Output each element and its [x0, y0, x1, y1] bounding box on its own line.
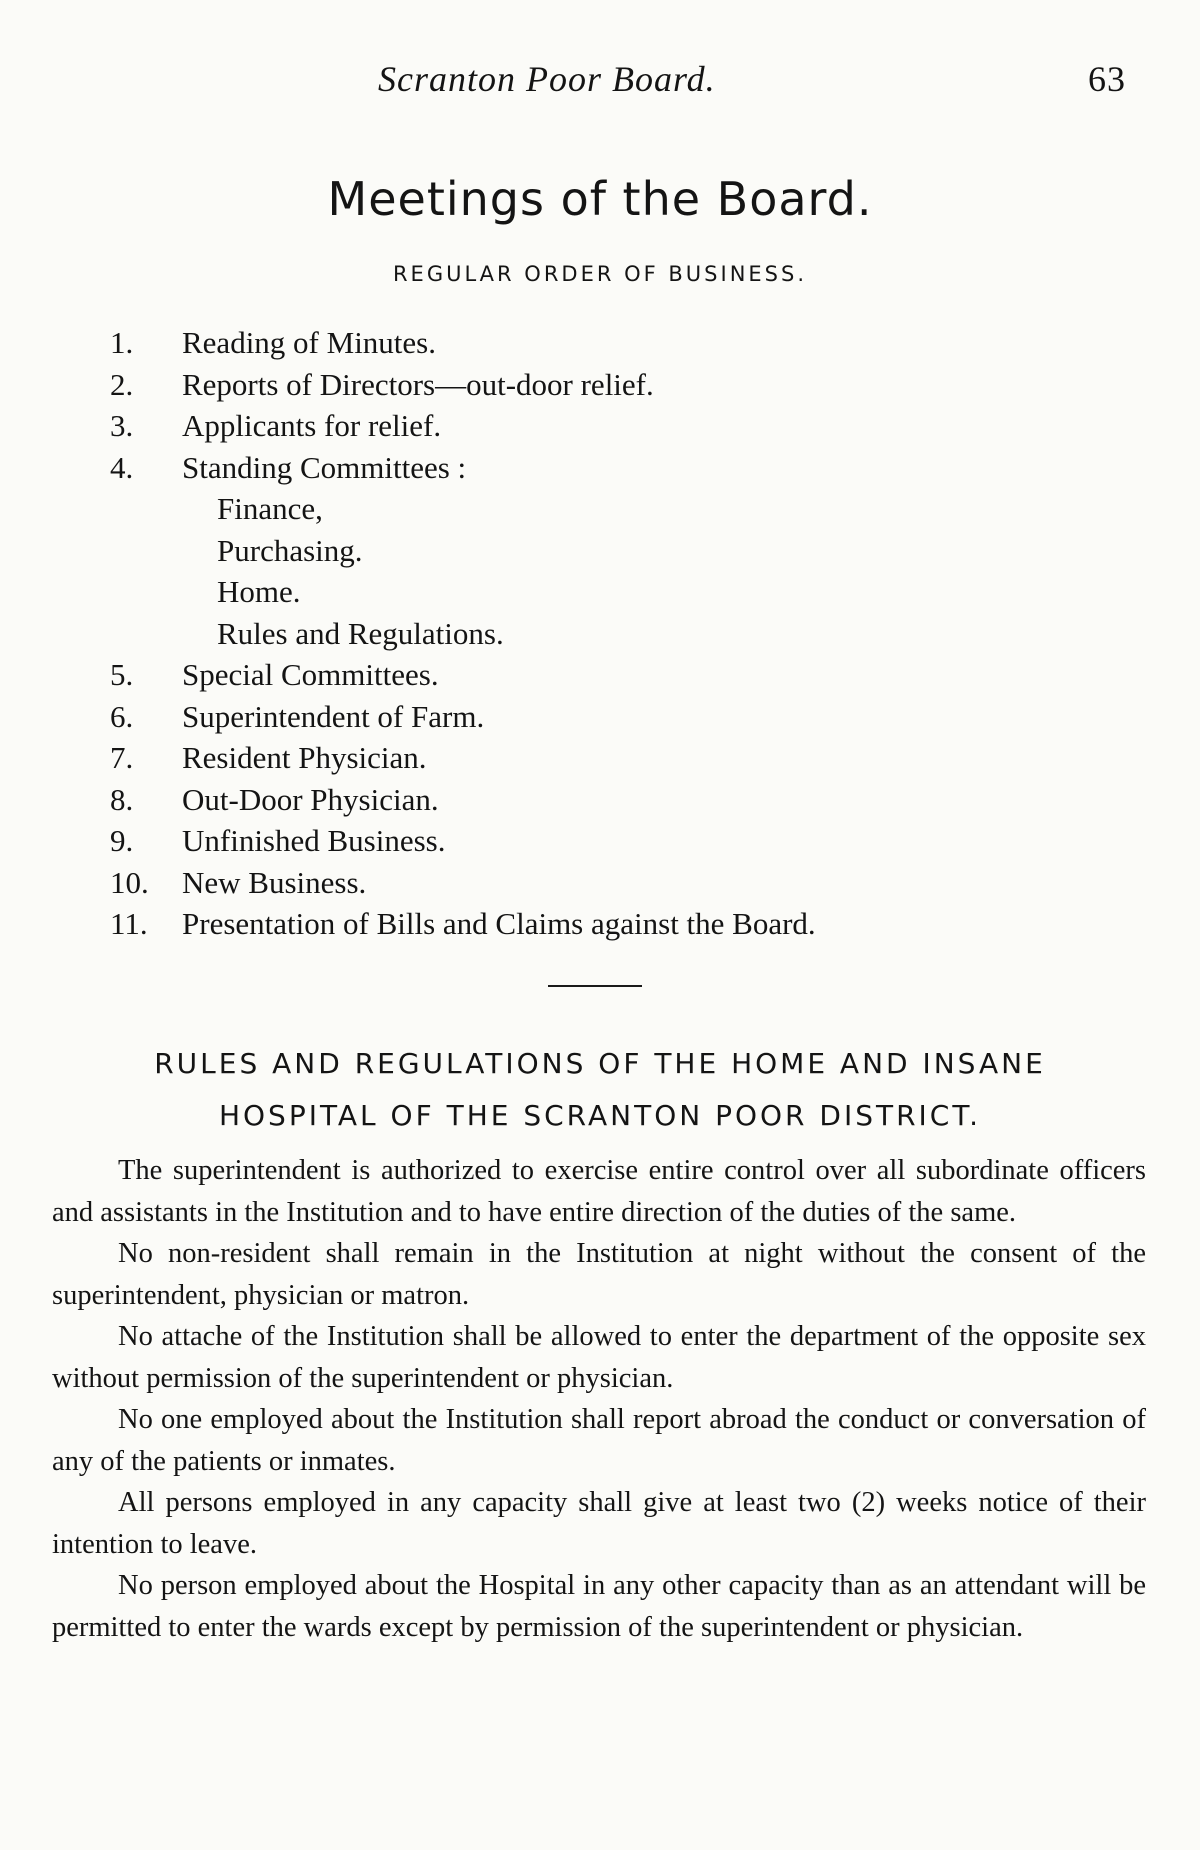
rules-heading-line: HOSPITAL OF THE SCRANTON POOR DISTRICT. [218, 1099, 982, 1132]
rule-paragraph: All persons employed in any capacity shall give at least two (2) weeks notice of their intention to leave. [52, 1487, 1146, 1560]
item-text: Special Committees. [182, 657, 439, 692]
item-text: Out-Door Physician. [182, 781, 439, 817]
rule-paragraph: No one employed about the Institution shall report abroad the conduct or conversation of any of the patients or inmates. [52, 1404, 1146, 1477]
item-text: Applicants for relief. [182, 408, 442, 443]
rules-heading [40, 1038, 1160, 1142]
item-number: 1. [110, 325, 134, 360]
item-text: Reading of Minutes. [182, 325, 436, 360]
item-number: 11. [110, 906, 148, 941]
rule-paragraph: The superintendent is authorized to exercise entire control over all subordinate officers and assistants in the Institution and to have entire direction of the duties of the same. [52, 1155, 1146, 1228]
subitem-text: Purchasing. [217, 532, 363, 568]
item-number: 10. [110, 864, 149, 900]
item-number: 9. [110, 823, 134, 858]
section-title: Meetings of the Board. [327, 172, 873, 226]
item-text: Superintendent of Farm. [182, 698, 485, 734]
rule-paragraph: No non-resident shall remain in the Institution at night without the consent of the superintendent, physician or matron. [52, 1238, 1146, 1311]
section-divider [548, 985, 642, 987]
item-text: Reports of Directors—out-door relief. [182, 366, 654, 402]
rule-paragraph: No person employed about the Hospital in any other capacity than as an attendant will be permitted to enter the wards except by permission of the superintendent or physician. [52, 1570, 1146, 1643]
subitem-text: Rules and Regulations. [217, 615, 504, 651]
rules-heading-line: RULES AND REGULATIONS OF THE HOME AND INSANE [154, 1047, 1046, 1080]
item-text: Unfinished Business. [182, 823, 446, 858]
rule-paragraph: No attache of the Institution shall be allowed to enter the department of the opposite sex without permission of the superintendent or physician. [52, 1321, 1146, 1394]
item-number: 3. [110, 408, 134, 443]
item-text: Standing Committees : [182, 449, 467, 485]
rules-body [52, 1150, 1146, 1648]
item-number: 8. [110, 781, 134, 817]
section-subtitle: REGULAR ORDER OF BUSINESS. [392, 262, 808, 286]
item-text: Presentation of Bills and Claims against the Board. [182, 906, 816, 941]
page-number: 63 [1088, 59, 1126, 99]
item-number: 6. [110, 698, 134, 734]
running-head-title: Scranton Poor Board. [378, 59, 716, 99]
subitem-text: Home. [217, 574, 301, 609]
subitem-text: Finance, [217, 491, 323, 526]
item-text: Resident Physician. [182, 740, 427, 775]
item-number: 5. [110, 657, 134, 692]
item-number: 7. [110, 740, 134, 775]
item-text: New Business. [182, 864, 367, 900]
item-number: 4. [110, 449, 134, 485]
item-number: 2. [110, 366, 134, 402]
